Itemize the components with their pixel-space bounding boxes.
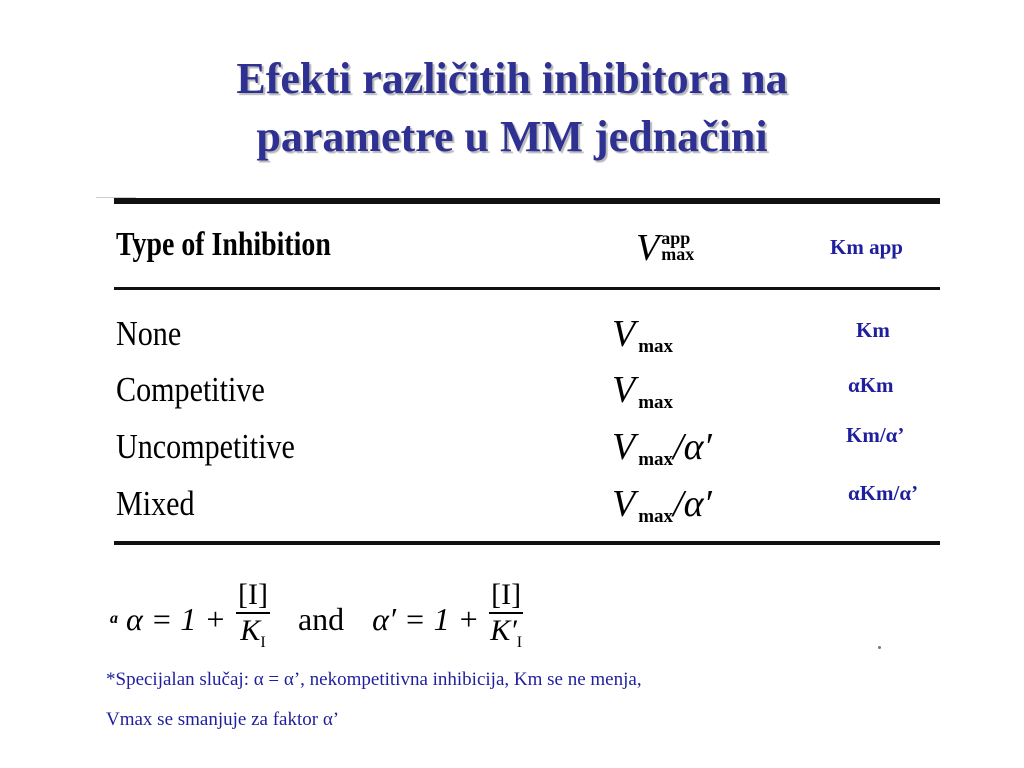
title-line-2: parametre u MM jednačini: [256, 112, 768, 161]
alpha-prime-fraction-den: $K'_I$: [490, 614, 523, 651]
row-vmax-uncompetitive: Vmax/α′: [612, 426, 712, 470]
table-bottom-rule: [114, 541, 940, 545]
header-v-symbol: V: [636, 227, 660, 269]
alpha-prime-lhs: α′ = 1 +: [372, 600, 480, 637]
footnote-marker: a: [110, 610, 118, 627]
alpha-fraction: [236, 578, 270, 660]
row-type-none: None: [116, 314, 182, 353]
row-km-competitive: αKm: [848, 373, 894, 397]
row-vmax-competitive: Vmax: [612, 369, 674, 413]
slide-title: [0, 50, 1024, 166]
header-v-stack: [661, 230, 694, 262]
header-km-app: Km app: [830, 235, 903, 259]
row-vmax-none: Vmax: [612, 313, 674, 357]
row-vmax-mixed: Vmax/α′: [612, 483, 712, 527]
table-top-rule: [114, 198, 940, 204]
alpha-definitions: [110, 578, 533, 660]
alpha-prime-fraction-num: [I]: [489, 578, 523, 614]
special-case-note-line-1: *Specijalan slučaj: α = α’, nekompetitivna inhibicija, Km se ne menja,: [106, 669, 642, 690]
alpha-fraction-den: $K_I$: [240, 614, 266, 651]
header-vmax-app: [636, 226, 694, 270]
row-km-mixed: αKm/α’: [848, 481, 919, 505]
stray-dot: [878, 646, 881, 649]
header-v-sup: app: [661, 228, 691, 248]
table-header-rule: [114, 287, 940, 290]
special-case-note-line-2: Vmax se smanjuje za faktor α’: [106, 709, 340, 730]
alpha-prime-fraction: [489, 578, 523, 660]
title-line-1: Efekti različitih inhibitora na: [236, 54, 788, 103]
row-km-uncompetitive: Km/α’: [846, 423, 905, 447]
header-v-sub: max: [661, 244, 695, 264]
alpha-fraction-num: [I]: [236, 578, 270, 614]
alpha-lhs: α = 1 +: [126, 600, 226, 637]
row-type-competitive: Competitive: [116, 370, 265, 409]
and-word: and: [297, 600, 345, 637]
row-type-mixed: Mixed: [116, 484, 195, 523]
row-km-none: Km: [856, 318, 890, 342]
row-type-uncompetitive: Uncompetitive: [116, 427, 295, 466]
header-type-of-inhibition: Type of Inhibition: [116, 226, 331, 263]
